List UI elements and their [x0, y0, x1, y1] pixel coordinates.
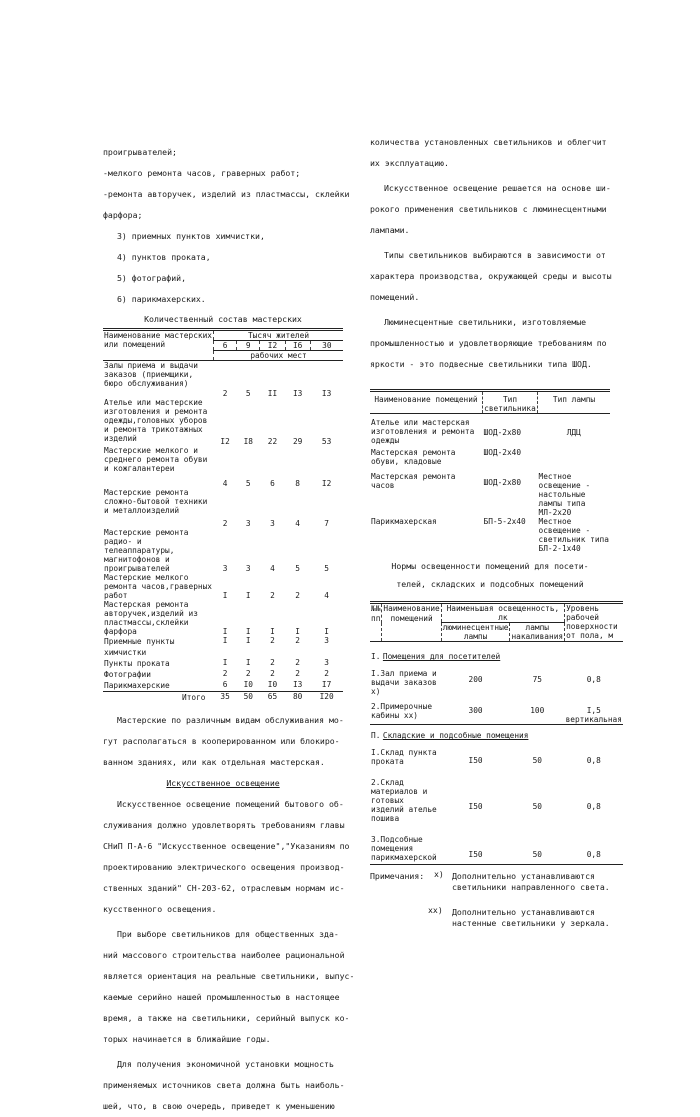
table-row	[103, 528, 343, 573]
cell: I50	[468, 802, 483, 811]
list-item: 5) фотографий,	[117, 273, 187, 283]
section-row	[370, 725, 623, 741]
notes	[370, 871, 610, 941]
cell: 3	[324, 636, 329, 645]
text-line: служивания должно удовлетворять требованиям главы	[103, 820, 345, 830]
text-line: Типы светильников выбираются в зависимости от	[384, 250, 606, 260]
cell: 3	[245, 564, 251, 573]
table2-head: Тип светильника	[483, 391, 538, 414]
cell: 3	[324, 658, 329, 667]
table3-head-name: Наименование помещений	[382, 603, 441, 642]
table-row	[370, 823, 623, 865]
cell: I	[245, 591, 251, 600]
table-row	[103, 636, 343, 658]
text-line: ванном зданиях, или как отдельная мастерская.	[103, 757, 325, 767]
cell: I	[222, 636, 228, 645]
cell: I	[222, 627, 228, 636]
cell: 2	[295, 658, 300, 667]
paragraph	[103, 1054, 343, 1117]
table-row	[103, 446, 343, 488]
row-name: Пункты проката	[104, 659, 170, 668]
text-line: -ремонта авторучек, изделий из пластмассы, склейки	[103, 189, 350, 199]
row-name: 3.Подсобные помещения парикмахерской	[370, 823, 441, 865]
row-name: Ателье или мастерская изготовления и ремонта одежды	[371, 418, 475, 445]
table1-head-col: I6	[285, 341, 310, 351]
table-row	[103, 573, 343, 600]
illumination-norms-table	[370, 601, 623, 865]
paragraph	[370, 178, 610, 241]
cell: 4	[270, 564, 275, 573]
total-row	[103, 692, 343, 705]
cell: 2	[245, 669, 251, 678]
table2-head: Тип лампы	[538, 391, 611, 414]
cell: 4	[295, 519, 300, 528]
text-line: количества установленных светильников и облегчит	[370, 137, 607, 147]
cell: ШОД-2х40	[483, 448, 522, 457]
row-name: Мастерские ремонта сложно-бытовой техники и металлоизделий	[104, 488, 208, 515]
table-row	[370, 448, 610, 472]
cell: II	[267, 389, 278, 398]
text-line: кусственного освещения.	[103, 904, 217, 914]
cell: I3	[292, 389, 303, 398]
table3-head-sub: лампы накаливания	[511, 623, 564, 641]
cell: 35	[220, 692, 230, 701]
list-item: 6) парикмахерских.	[117, 294, 206, 304]
cell: 7	[324, 519, 329, 528]
table3-title	[370, 557, 610, 593]
cell: ШОД-2х80	[483, 478, 522, 487]
cell: 2	[295, 591, 300, 600]
cell: Местное освещение - настольные лампы типа МЛ-2х20	[538, 472, 591, 517]
text-line: торых начинается в ближайшие годы.	[103, 1034, 271, 1044]
text-line: -мелкого ремонта часов, граверных работ;	[103, 168, 301, 178]
cell: 3	[270, 519, 275, 528]
row-name: I.Склад пункта проката	[371, 748, 437, 766]
row-name: Мастерские мелкого и среднего ремонта обуви и кожгалантереи	[104, 446, 208, 473]
table3-head-no: №№ пп	[370, 603, 382, 642]
cell: 50	[243, 692, 253, 701]
row-name: Мастерская ремонта часов	[371, 472, 456, 490]
table3-head-sub: люминесцентные лампы	[442, 623, 509, 641]
cell: I50	[441, 823, 510, 865]
row-name: Залы приема и выдачи заказов (приемщики, бюро обслуживания)	[104, 361, 198, 388]
row-name: Мастерская ремонта обуви, кладовые	[371, 448, 456, 466]
cell: 0,8	[586, 802, 601, 811]
cell: I	[245, 658, 251, 667]
text-line: Для получения экономичной установки мощность	[117, 1059, 334, 1069]
cell: 3	[245, 519, 251, 528]
table-row	[370, 517, 610, 553]
cell: 2	[270, 636, 275, 645]
table1-head-group: Тысяч жителей	[214, 330, 344, 341]
cell	[538, 448, 611, 472]
cell: 5	[324, 564, 329, 573]
cell: I	[295, 627, 300, 636]
cell: 5	[295, 564, 300, 573]
cell: I	[245, 627, 251, 636]
table1-head-col: 6	[214, 341, 237, 351]
left-column	[103, 142, 355, 1117]
cell: 2	[295, 636, 300, 645]
cell: 300	[441, 696, 510, 725]
cell: 50	[510, 823, 565, 865]
text-line: лампами.	[370, 225, 410, 235]
cell: I0	[237, 680, 260, 692]
cell: ЛДЦ	[566, 428, 581, 437]
text-line: Мастерские по различным видам обслуживания мо-	[117, 715, 344, 725]
cell: 5	[245, 389, 251, 398]
table-row	[370, 696, 623, 725]
text-line: Люминесцентные светильники, изготовляемые	[384, 317, 587, 327]
footnote-mark: x)	[434, 869, 444, 879]
cell: 100	[510, 696, 565, 725]
row-name: Фотографии	[104, 670, 151, 679]
text-line: проигрывателей;	[103, 147, 177, 157]
table-row	[103, 398, 343, 446]
text-line: ственных зданий" СН-203-62, отраслевым нормам ис-	[103, 883, 345, 893]
right-column	[370, 132, 622, 941]
section-title: Искусственное освещение	[166, 778, 280, 788]
table-row	[103, 658, 343, 669]
list	[103, 226, 343, 310]
table-row	[370, 472, 610, 517]
table-row	[370, 740, 623, 766]
cell: 4	[222, 479, 228, 488]
row-name-cell	[370, 661, 441, 696]
total-label: Итого	[182, 693, 206, 702]
cell: I7	[310, 680, 343, 692]
row-name: 2.Склад материалов и готовых изделий ателье пошива	[371, 778, 437, 823]
cell: 0,8	[565, 823, 623, 865]
table-row	[103, 361, 343, 399]
cell: 6	[270, 479, 275, 488]
footnote-mark: x)	[371, 687, 381, 696]
cell: I3	[321, 389, 332, 398]
list-item: 4) пунктов проката,	[117, 252, 211, 262]
cell: 0,8	[586, 675, 601, 684]
cell: 2	[222, 669, 228, 678]
cell: I2	[220, 437, 230, 446]
paragraph	[103, 924, 355, 1050]
text-line: характера производства, окружающей среды и высоты	[370, 271, 612, 281]
row-name: Приемные пункты химчистки	[104, 637, 175, 657]
cell: 80	[292, 692, 303, 701]
cell: I	[324, 627, 329, 636]
table1-head-col: 9	[237, 341, 260, 351]
cell: БП-5-2х40	[483, 517, 526, 526]
text-line: помещений.	[370, 292, 420, 302]
section-num: П.	[371, 731, 381, 740]
section-cell	[382, 725, 623, 741]
cell: 2	[324, 669, 329, 678]
cell: 5	[245, 479, 251, 488]
footnote-mark: xx)	[403, 711, 418, 720]
table-row	[103, 488, 343, 528]
luminaire-types-table	[370, 389, 610, 553]
cell: 8	[295, 479, 300, 488]
text-line: каемые серийно нашей промышленностью в настоящее	[103, 992, 340, 1002]
notes-label: Примечания:	[370, 871, 425, 881]
cell: I	[245, 636, 251, 645]
cell: I8	[243, 437, 253, 446]
cell: I3	[285, 680, 310, 692]
table-row	[370, 661, 623, 696]
cell: 2	[270, 658, 275, 667]
cell: I50	[468, 756, 483, 765]
section-num: I.	[371, 652, 381, 661]
cell: 2	[295, 669, 300, 678]
text-line: СНиП П-А-6 "Искусственное освещение","Указаниям по	[103, 841, 350, 851]
table-row	[370, 766, 623, 823]
note-text: Дополнительно устанавливаются настенные светильники у зеркала.	[452, 907, 610, 928]
row-name: Парикмахерские	[103, 680, 214, 692]
section-cell	[382, 642, 623, 662]
cell: 200	[468, 675, 483, 684]
table3-head-level: Уровень рабочей поверхности от пола, м	[565, 603, 623, 642]
title-line: Нормы освещенности помещений для посети-	[391, 561, 589, 571]
section-title: Складские и подсобные помещения	[382, 731, 529, 740]
cell: I0	[260, 680, 285, 692]
cell: 75	[532, 675, 542, 684]
cell: 29	[292, 437, 303, 446]
text-line: проектированию электрического освещения производ-	[103, 862, 345, 872]
table1-title: Количественный состав мастерских	[144, 314, 302, 324]
cell: 2	[222, 389, 228, 398]
table1-head-col: 30	[310, 341, 343, 351]
text-line: время, а также на светильники, серийный выпуск ко-	[103, 1013, 350, 1023]
paragraph	[103, 710, 343, 773]
cell: 53	[321, 437, 332, 446]
text-line: Искусственное освещение решается на основе ши-	[384, 183, 611, 193]
list-item: 3) приемных пунктов химчистки,	[117, 231, 265, 241]
row-name: Мастерские ремонта радио- и телеаппаратуры, магнитофонов и проигрывателей	[104, 528, 189, 573]
text-line: их эксплуатацию.	[370, 158, 449, 168]
text-line: Искусственное освещение помещений бытового об-	[117, 799, 344, 809]
cell: 50	[532, 802, 542, 811]
cell: 2	[270, 591, 275, 600]
cell: 0,8	[586, 756, 601, 765]
cell: I20	[319, 692, 334, 701]
text-line: рокого применения светильников с люминесцентными	[370, 204, 607, 214]
text-line: промышленностью и удовлетворяющие требованиям по	[370, 338, 607, 348]
row-name: Парикмахерская	[371, 517, 437, 526]
row-name: Ателье или мастерские изготовления и ремонта одежды,головных уборов и ремонта трикотажных изделий	[104, 398, 208, 443]
text-line: При выборе светильников для общественных зда-	[117, 929, 339, 939]
note-text: Дополнительно устанавливаются светильники направленного света.	[452, 871, 610, 892]
cell: 50	[532, 756, 542, 765]
intro-lines	[103, 142, 350, 226]
row-name: Мастерские мелкого ремонта часов,граверных работ	[104, 573, 212, 600]
paragraph	[370, 312, 610, 375]
row-name: Мастерская ремонта авторучек,изделий из пластмассы,склейки фарфора	[104, 600, 198, 636]
table-row	[370, 414, 610, 449]
cell: 4	[324, 591, 329, 600]
title-line: телей, складских и подсобных помещений	[396, 579, 584, 589]
cell: ШОД-2х80	[483, 428, 522, 437]
cell: 2	[222, 519, 228, 528]
cell: I	[222, 658, 228, 667]
row-name-cell	[370, 696, 441, 725]
cell: 65	[267, 692, 278, 701]
footnote-mark: xx)	[428, 905, 443, 915]
text-line: шей, что, в свою очередь, приведет к уменьшению	[103, 1101, 335, 1111]
row-name: 2.Примерочные кабины	[371, 702, 433, 720]
row-name: I.Зал приема и выдачи заказов	[371, 669, 437, 687]
text-line: яркости - это подвесные светильники типа ШОД.	[370, 359, 592, 369]
cell: I	[222, 591, 228, 600]
paragraph	[370, 132, 610, 174]
text-line: ний массового строительства наиболее рациональной	[103, 950, 345, 960]
section-title: Помещения для посетителей	[382, 652, 501, 661]
cell: I,5 вертикальная	[565, 696, 623, 725]
cell: 6	[214, 680, 237, 692]
cell: I	[270, 627, 275, 636]
table-row	[103, 669, 343, 680]
cell: Местное освещение - светильник типа БЛ-2-1х40	[538, 517, 609, 553]
table1-head-sub: рабочих мест	[214, 351, 344, 361]
cell: 2	[270, 669, 275, 678]
paragraph	[103, 794, 350, 920]
table3-head-group: Наименьшая освещенность, лк	[441, 603, 564, 623]
workshops-table	[103, 328, 343, 704]
section-row	[370, 642, 623, 662]
paragraph	[370, 245, 610, 308]
table1-head-name: Наименование мастерских или помещений	[103, 330, 214, 361]
text-line: гут располагаться в кооперированном или блокиро-	[103, 736, 340, 746]
text-line: является ориентация на реальные светильники, выпус-	[103, 971, 355, 981]
table-row	[103, 600, 343, 636]
cell: 3	[222, 564, 228, 573]
table2-head: Наименование помещений	[370, 391, 483, 414]
section-heading	[103, 773, 343, 794]
cell: I2	[321, 479, 332, 488]
cell: 22	[267, 437, 278, 446]
table-row	[103, 680, 343, 692]
table1-head-col: I2	[260, 341, 285, 351]
text-line: применяемых источников света должна быть наиболь-	[103, 1080, 345, 1090]
text-line: фарфора;	[103, 210, 143, 220]
